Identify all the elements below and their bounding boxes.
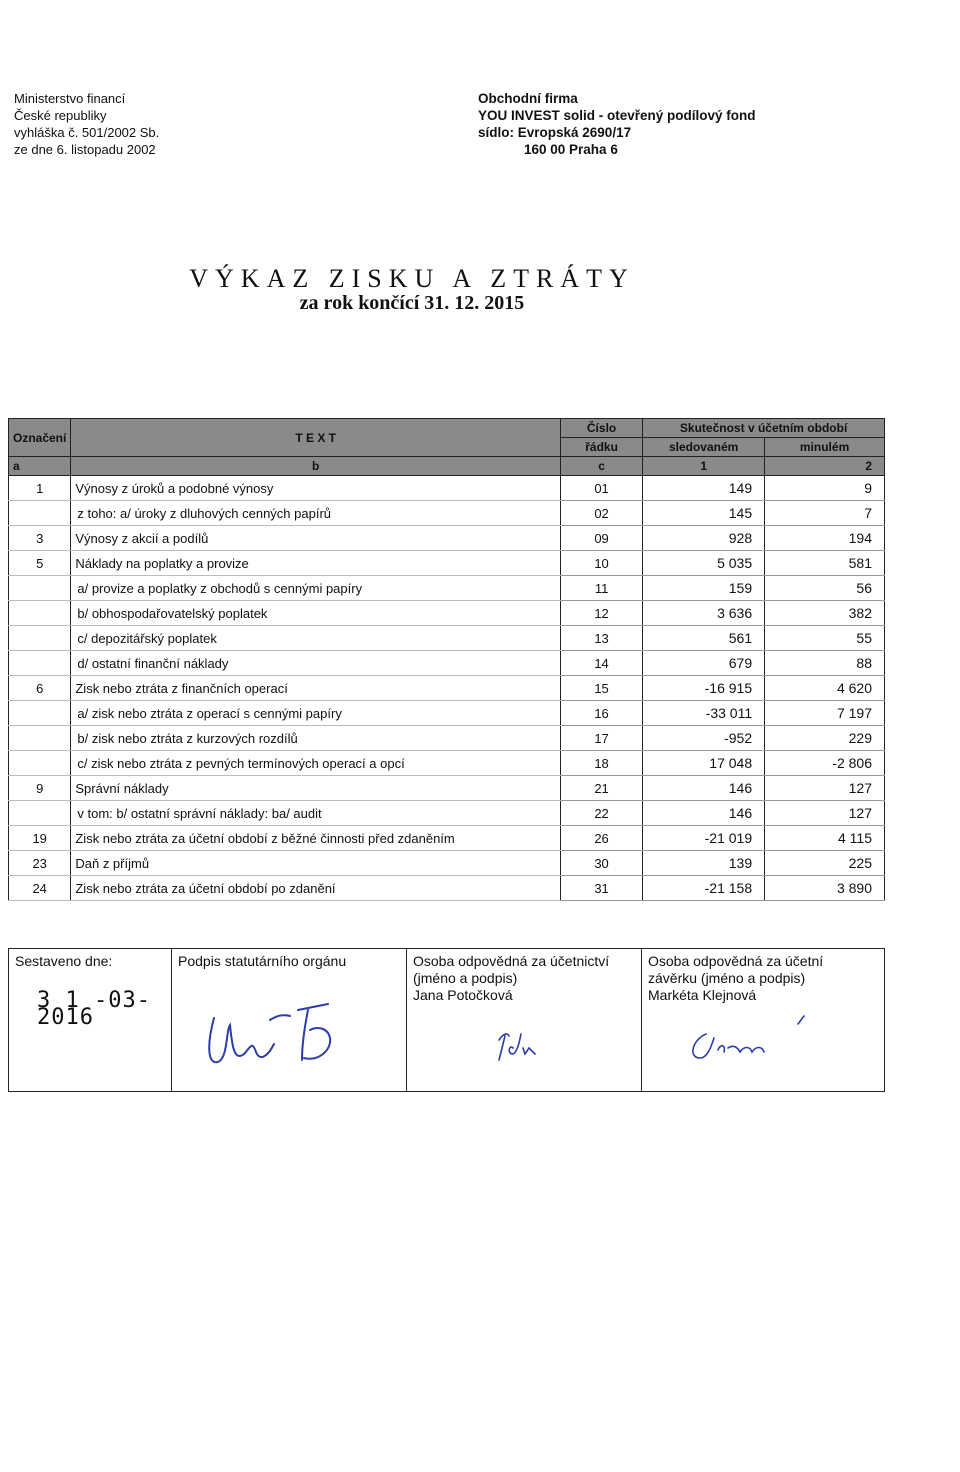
ministry-line: Ministerstvo financí	[14, 91, 126, 106]
row-text: a/ provize a poplatky z obchodů s cennými papíry	[71, 576, 561, 601]
compiled-date-cell	[9, 949, 172, 1092]
accountant-name: Jana Potočková	[413, 987, 513, 1003]
statutory-signature-cell	[172, 949, 407, 1092]
table-row	[9, 576, 885, 601]
row-text: a/ zisk nebo ztráta z operací s cennými papíry	[71, 701, 561, 726]
row-number: 02	[560, 501, 642, 526]
previous-period-value: 56	[765, 576, 885, 601]
row-text: Náklady na poplatky a provize	[71, 551, 561, 576]
row-text: b/ obhospodařovatelský poplatek	[71, 601, 561, 626]
current-period-value: 159	[643, 576, 765, 601]
row-text: v tom: b/ ostatní správní náklady: ba/ audit	[71, 801, 561, 826]
previous-period-value: 4 620	[765, 676, 885, 701]
previous-period-value: 55	[765, 626, 885, 651]
current-period-value: -33 011	[643, 701, 765, 726]
previous-period-value: 9	[765, 476, 885, 501]
ministry-header	[14, 90, 159, 158]
row-text: Zisk nebo ztráta za účetní období z běžné činnosti před zdaněním	[71, 826, 561, 851]
previous-period-value: 194	[765, 526, 885, 551]
col-c-marker: c	[560, 457, 642, 476]
current-period-value: 679	[643, 651, 765, 676]
previous-period-value: 7	[765, 501, 885, 526]
col-minulem-header: minulém	[765, 438, 885, 457]
current-period-value: 3 636	[643, 601, 765, 626]
document-subtitle: za rok končící 31. 12. 2015	[299, 292, 525, 314]
row-designation: 3	[9, 526, 71, 551]
previous-period-value: 225	[765, 851, 885, 876]
previous-period-value: 4 115	[765, 826, 885, 851]
decree-line: vyhláška č. 501/2002 Sb.	[14, 125, 160, 140]
table-row	[9, 526, 885, 551]
current-period-value: 928	[643, 526, 765, 551]
accountant-cell	[407, 949, 642, 1092]
row-text: z toho: a/ úroky z dluhových cenných papírů	[71, 501, 561, 526]
current-period-value: 145	[643, 501, 765, 526]
row-number: 11	[560, 576, 642, 601]
current-period-value: -952	[643, 726, 765, 751]
closing-responsible-cell	[642, 949, 885, 1092]
current-period-value: -16 915	[643, 676, 765, 701]
row-number: 12	[560, 601, 642, 626]
statutory-signature	[178, 970, 388, 1070]
row-number: 31	[560, 876, 642, 901]
company-label: Obchodní firma	[478, 91, 578, 106]
current-period-value: 17 048	[643, 751, 765, 776]
previous-period-value: 127	[765, 801, 885, 826]
row-text: c/ zisk nebo ztráta z pevných termínových operací a opcí	[71, 751, 561, 776]
row-number: 09	[560, 526, 642, 551]
row-text: Výnosy z úroků a podobné výnosy	[71, 476, 561, 501]
row-designation	[9, 651, 71, 676]
row-designation: 5	[9, 551, 71, 576]
table-row	[9, 801, 885, 826]
company-city: 160 00 Praha 6	[524, 142, 618, 157]
row-number: 26	[560, 826, 642, 851]
closing-signature	[648, 1004, 873, 1064]
row-number: 30	[560, 851, 642, 876]
row-text: Daň z příjmů	[71, 851, 561, 876]
current-period-value: 146	[643, 776, 765, 801]
row-designation: 19	[9, 826, 71, 851]
previous-period-value: 127	[765, 776, 885, 801]
company-address: sídlo: Evropská 2690/17	[478, 125, 632, 140]
row-number: 18	[560, 751, 642, 776]
accountant-label: Osoba odpovědná za účetnictví	[413, 953, 610, 969]
row-number: 15	[560, 676, 642, 701]
decree-date-line: ze dne 6. listopadu 2002	[14, 142, 156, 157]
table-row	[9, 826, 885, 851]
accountant-label-note: (jméno a podpis)	[413, 970, 518, 986]
row-designation	[9, 801, 71, 826]
closing-label-note: závěrku (jméno a podpis)	[648, 970, 806, 986]
compiled-date-stamp: 3 1 -03- 2016	[37, 988, 151, 1030]
col-sledovanem-header: sledovaném	[643, 438, 765, 457]
table-row	[9, 476, 885, 501]
row-number: 16	[560, 701, 642, 726]
row-number: 14	[560, 651, 642, 676]
row-designation	[9, 626, 71, 651]
table-row	[9, 726, 885, 751]
col-cislo-header: Číslo	[560, 419, 642, 438]
current-period-value: -21 158	[643, 876, 765, 901]
table-row	[9, 701, 885, 726]
row-designation	[9, 501, 71, 526]
table-row	[9, 751, 885, 776]
row-text: b/ zisk nebo ztráta z kurzových rozdílů	[71, 726, 561, 751]
col-a-marker: a	[9, 457, 71, 476]
row-text: Zisk nebo ztráta z finančních operací	[71, 676, 561, 701]
col-2-marker: 2	[765, 457, 885, 476]
table-row	[9, 851, 885, 876]
closing-label: Osoba odpovědná za účetní	[648, 953, 824, 969]
current-period-value: -21 019	[643, 826, 765, 851]
row-text: Zisk nebo ztráta za účetní období po zdanění	[71, 876, 561, 901]
table-row	[9, 626, 885, 651]
accountant-signature	[413, 1004, 623, 1064]
col-radku-header: řádku	[560, 438, 642, 457]
current-period-value: 146	[643, 801, 765, 826]
table-row	[9, 501, 885, 526]
table-row	[9, 676, 885, 701]
row-text: Správní náklady	[71, 776, 561, 801]
previous-period-value: 229	[765, 726, 885, 751]
row-text: Výnosy z akcií a podílů	[71, 526, 561, 551]
table-row	[9, 551, 885, 576]
row-designation: 24	[9, 876, 71, 901]
signature-table	[8, 948, 885, 1092]
previous-period-value: 382	[765, 601, 885, 626]
row-number: 22	[560, 801, 642, 826]
row-designation: 9	[9, 776, 71, 801]
table-row	[9, 651, 885, 676]
row-number: 21	[560, 776, 642, 801]
col-oznaceni-header: Označení	[9, 419, 71, 457]
col-b-marker: b	[71, 457, 561, 476]
col-1-marker: 1	[643, 457, 765, 476]
row-designation: 6	[9, 676, 71, 701]
previous-period-value: 581	[765, 551, 885, 576]
company-header	[478, 90, 756, 158]
current-period-value: 139	[643, 851, 765, 876]
current-period-value: 5 035	[643, 551, 765, 576]
row-text: d/ ostatní finanční náklady	[71, 651, 561, 676]
previous-period-value: 7 197	[765, 701, 885, 726]
table-body	[9, 476, 885, 901]
row-designation	[9, 726, 71, 751]
previous-period-value: -2 806	[765, 751, 885, 776]
compiled-date-label: Sestaveno dne:	[15, 953, 113, 969]
previous-period-value: 3 890	[765, 876, 885, 901]
ministry-line: České republiky	[14, 108, 107, 123]
current-period-value: 149	[643, 476, 765, 501]
row-number: 01	[560, 476, 642, 501]
statutory-signature-label: Podpis statutárního orgánu	[178, 953, 347, 969]
row-designation	[9, 751, 71, 776]
row-designation	[9, 576, 71, 601]
table-row	[9, 876, 885, 901]
table-row	[9, 776, 885, 801]
row-text: c/ depozitářský poplatek	[71, 626, 561, 651]
col-text-header: T E X T	[71, 419, 561, 457]
row-designation: 23	[9, 851, 71, 876]
company-name: YOU INVEST solid - otevřený podílový fond	[478, 108, 756, 123]
col-skutecnost-header: Skutečnost v účetním období	[643, 419, 885, 438]
row-designation	[9, 701, 71, 726]
row-number: 13	[560, 626, 642, 651]
row-designation	[9, 601, 71, 626]
table-row	[9, 601, 885, 626]
income-statement-table	[8, 418, 885, 901]
previous-period-value: 88	[765, 651, 885, 676]
row-number: 17	[560, 726, 642, 751]
document-title: VÝKAZ ZISKU A ZTRÁTY	[189, 264, 635, 293]
current-period-value: 561	[643, 626, 765, 651]
row-designation: 1	[9, 476, 71, 501]
row-number: 10	[560, 551, 642, 576]
closing-name: Markéta Klejnová	[648, 987, 757, 1003]
